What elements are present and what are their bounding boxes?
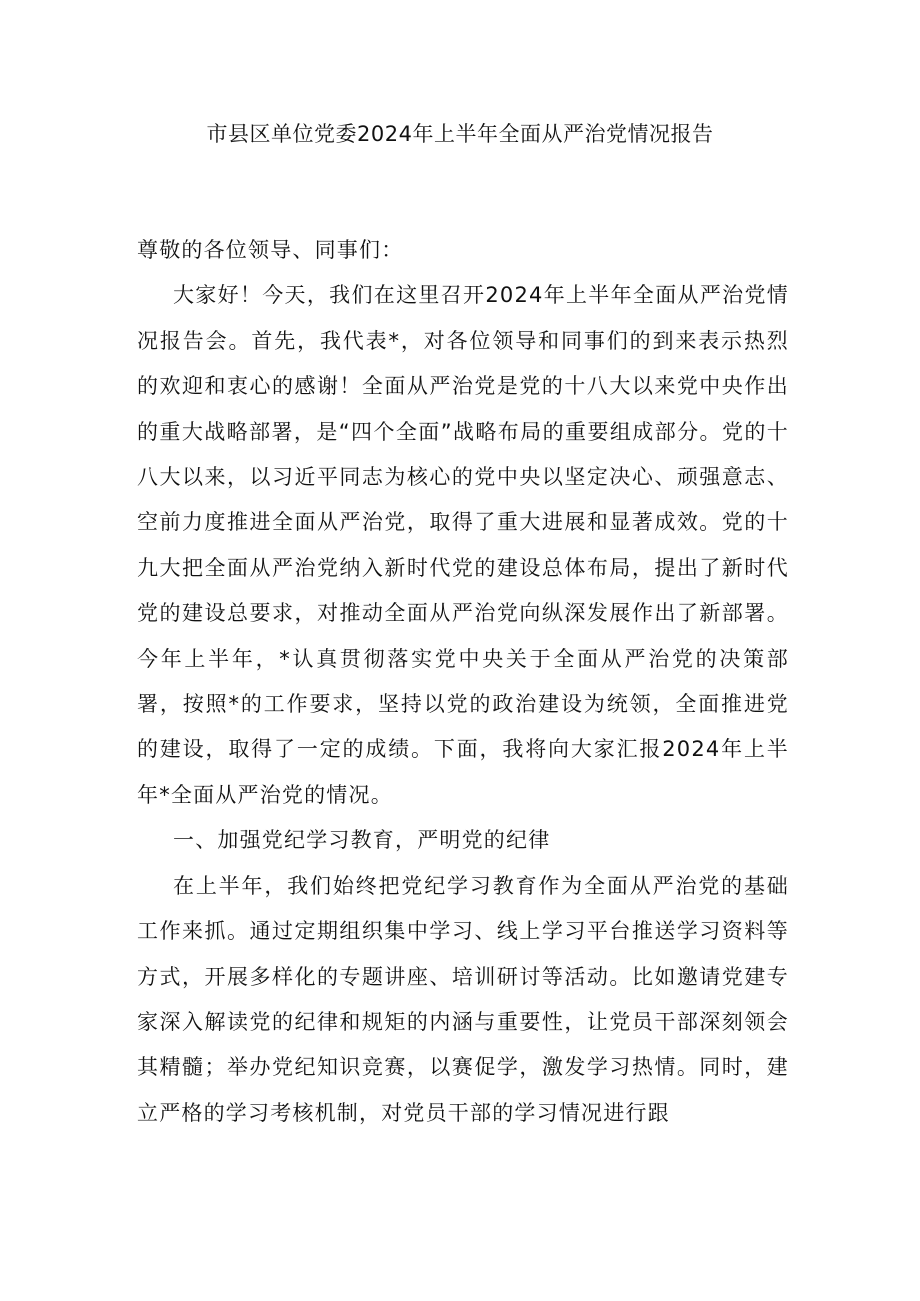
document-body (137, 228, 789, 1136)
section-heading-1: 一、加强党纪学习教育，严明党的纪律 (173, 828, 551, 853)
paragraph-intro: 大家好！今天，我们在这里召开2024年上半年全面从严治党情况报告会。首先，我代表*，对各位领导和同事们的到来表示热烈的欢迎和衷心的感谢！全面从严治党是党的十八大以来党中央作出的重大战略部署，是“四个全面”战略布局的重要组成部分。党的十八大以来，以习近平同志为核心的党中央以坚定决心、顽强意志、空前力度推进全面从严治党，取得了重大进展和显著成效。党的十九大把全面从严治党纳入新时代党的建设总体布局，提出了新时代党的建设总要求，对推动全面从严治党向纵深发展作出了新部署。今年上半年，*认真贯彻落实党中央关于全面从严治党的决策部署，按照*的工作要求，坚持以党的政治建设为统领，全面推进党的建设，取得了一定的成绩。下面，我将向大家汇报2024年上半年*全面从严治党的情况。 (137, 283, 789, 807)
salutation: 尊敬的各位领导、同事们： (137, 238, 404, 262)
paragraph-section-1: 在上半年，我们始终把党纪学习教育作为全面从严治党的基础工作来抓。通过定期组织集中学习、线上学习平台推送学习资料等方式，开展多样化的专题讲座、培训研讨等活动。比如邀请党建专家深入解读党的纪律和规矩的内涵与重要性，让党员干部深刻领会其精髓；举办党纪知识竞赛，以赛促学，激发学习热情。同时，建立严格的学习考核机制，对党员干部的学习情况进行跟 (137, 873, 789, 1125)
document-title: 市县区单位党委2024年上半年全面从严治党情况报告 (206, 122, 714, 146)
